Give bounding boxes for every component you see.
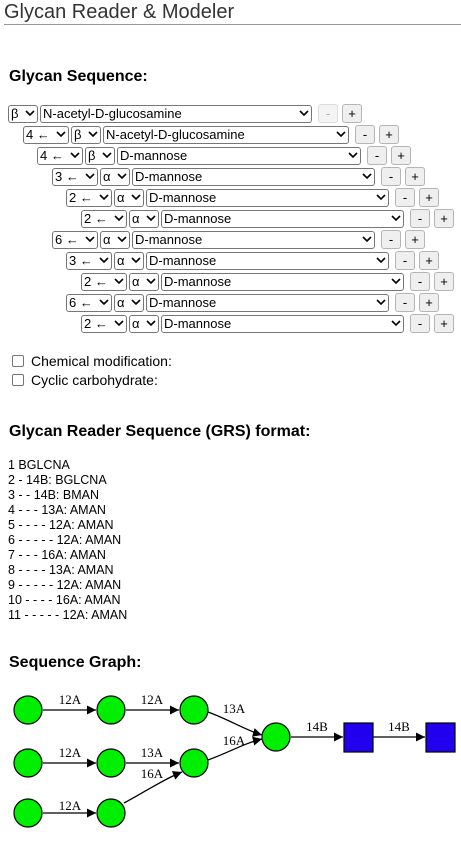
linkage-select[interactable]: 2 ← xyxy=(81,210,127,228)
add-residue-button[interactable]: + xyxy=(405,167,425,186)
add-residue-button[interactable]: + xyxy=(419,251,439,270)
grs-line: 6 - - - - - 12A: AMAN xyxy=(8,533,122,547)
remove-residue-button[interactable]: - xyxy=(381,167,401,186)
chevron-down-icon xyxy=(131,299,141,306)
residue-select[interactable]: D-mannose xyxy=(146,189,389,207)
edge-label: 16A xyxy=(222,733,246,748)
chevron-down-icon xyxy=(376,299,386,306)
residue-select[interactable]: D-mannose xyxy=(161,273,404,291)
chemical-modification-checkbox[interactable] xyxy=(12,355,24,367)
sequence-row xyxy=(8,104,362,123)
mannose-node xyxy=(14,749,42,777)
anomer-select[interactable]: α xyxy=(129,273,159,291)
add-residue-button[interactable]: + xyxy=(419,188,439,207)
cyclic-carbohydrate-checkbox[interactable] xyxy=(12,374,24,386)
linkage-select[interactable]: 6 ← xyxy=(66,294,112,312)
chevron-down-icon xyxy=(25,110,35,117)
grs-line: 9 - - - - - 12A: AMAN xyxy=(8,578,122,592)
chevron-down-icon xyxy=(99,257,109,264)
remove-residue-button[interactable]: - xyxy=(410,314,430,333)
edge-label: 12A xyxy=(58,745,82,760)
anomer-select[interactable]: β xyxy=(8,105,38,123)
edge-label: 13A xyxy=(222,701,246,716)
residue-select[interactable]: D-mannose xyxy=(117,147,361,165)
chevron-down-icon xyxy=(391,278,401,285)
remove-residue-button[interactable]: - xyxy=(410,272,430,291)
sequence-row xyxy=(66,188,439,207)
add-residue-button[interactable]: + xyxy=(405,230,425,249)
grs-line: 4 - - - 13A: AMAN xyxy=(8,503,106,517)
residue-select[interactable]: D-mannose xyxy=(161,315,404,333)
mannose-node xyxy=(180,749,208,777)
anomer-select[interactable]: α xyxy=(100,168,130,186)
add-residue-button[interactable]: + xyxy=(434,209,454,228)
add-residue-button[interactable]: + xyxy=(419,293,439,312)
linkage-select[interactable]: 4 ← xyxy=(37,147,83,165)
linkage-select[interactable]: 3 ← xyxy=(52,168,98,186)
chevron-down-icon xyxy=(146,215,156,222)
anomer-select[interactable]: α xyxy=(129,315,159,333)
anomer-select[interactable]: α xyxy=(114,189,144,207)
sequence-row xyxy=(52,230,425,249)
chevron-down-icon xyxy=(117,173,127,180)
linkage-select[interactable]: 4 ← xyxy=(23,126,69,144)
mannose-node xyxy=(97,749,125,777)
linkage-select[interactable]: 2 ← xyxy=(66,189,112,207)
residue-select[interactable]: D-mannose xyxy=(161,210,404,228)
remove-residue-button[interactable]: - xyxy=(355,125,375,144)
chevron-down-icon xyxy=(376,257,386,264)
glycan-sequence-heading: Glycan Sequence: xyxy=(9,68,148,85)
cyclic-carbohydrate-option[interactable] xyxy=(12,372,158,388)
mannose-node xyxy=(97,799,125,827)
remove-residue-button[interactable]: - xyxy=(395,293,415,312)
glcnac-node xyxy=(344,723,373,752)
chevron-down-icon xyxy=(70,152,80,159)
residue-select[interactable]: D-mannose xyxy=(146,294,389,312)
add-residue-button[interactable]: + xyxy=(342,104,362,123)
anomer-select[interactable]: α xyxy=(100,231,130,249)
chevron-down-icon xyxy=(391,215,401,222)
mannose-node xyxy=(14,696,42,724)
sequence-row xyxy=(52,167,425,186)
cyclic-carbohydrate-label: Cyclic carbohydrate: xyxy=(31,372,158,388)
residue-select[interactable]: D-mannose xyxy=(132,231,375,249)
mannose-node xyxy=(262,723,290,751)
grs-line: 3 - - 14B: BMAN xyxy=(8,488,99,502)
grs-line: 11 - - - - - 12A: AMAN xyxy=(8,608,128,622)
sequence-row xyxy=(37,146,411,165)
chevron-down-icon xyxy=(146,278,156,285)
chevron-down-icon xyxy=(117,236,127,243)
chevron-down-icon xyxy=(99,299,109,306)
add-residue-button[interactable]: + xyxy=(434,272,454,291)
chevron-down-icon xyxy=(348,152,358,159)
edge-label: 14B xyxy=(388,719,410,734)
anomer-select[interactable]: α xyxy=(114,252,144,270)
add-residue-button[interactable]: + xyxy=(434,314,454,333)
add-residue-button[interactable]: + xyxy=(391,146,411,165)
sequence-graph-heading: Sequence Graph: xyxy=(9,654,142,671)
linkage-select[interactable]: 2 ← xyxy=(81,315,127,333)
chevron-down-icon xyxy=(114,320,124,327)
remove-residue-button[interactable]: - xyxy=(381,230,401,249)
chevron-down-icon xyxy=(88,131,98,138)
chevron-down-icon xyxy=(102,152,112,159)
chevron-down-icon xyxy=(362,236,372,243)
edge-label: 13A xyxy=(140,745,164,760)
chevron-down-icon xyxy=(131,257,141,264)
residue-select[interactable]: N-acetyl-D-glucosamine xyxy=(103,126,349,144)
page-title: Glycan Reader & Modeler xyxy=(4,1,235,23)
remove-residue-button[interactable]: - xyxy=(367,146,387,165)
chevron-down-icon xyxy=(114,278,124,285)
anomer-select[interactable]: β xyxy=(71,126,101,144)
sequence-row xyxy=(66,251,439,270)
remove-residue-button[interactable]: - xyxy=(395,251,415,270)
mannose-node xyxy=(180,696,208,724)
chevron-down-icon xyxy=(99,194,109,201)
edge-label: 16A xyxy=(140,766,164,781)
chevron-down-icon xyxy=(376,194,386,201)
glcnac-node xyxy=(426,723,455,752)
chemical-modification-label: Chemical modification: xyxy=(31,353,172,369)
remove-residue-button[interactable]: - xyxy=(410,209,430,228)
residue-select[interactable]: N-acetyl-D-glucosamine xyxy=(40,105,312,123)
grs-line: 10 - - - - 16A: AMAN xyxy=(8,593,121,607)
sequence-row xyxy=(23,125,399,144)
sequence-graph xyxy=(0,680,461,840)
linkage-select[interactable]: 3 ← xyxy=(66,252,112,270)
linkage-select[interactable]: 2 ← xyxy=(81,273,127,291)
residue-select[interactable]: D-mannose xyxy=(132,168,375,186)
chevron-down-icon xyxy=(362,173,372,180)
chevron-down-icon xyxy=(299,110,309,117)
grs-line: 2 - 14B: BGLCNA xyxy=(8,473,107,487)
mannose-node xyxy=(97,696,125,724)
grs-heading: Glycan Reader Sequence (GRS) format: xyxy=(9,423,311,440)
anomer-select[interactable]: α xyxy=(114,294,144,312)
anomer-select[interactable]: β xyxy=(85,147,115,165)
grs-line: 7 - - - 16A: AMAN xyxy=(8,548,106,562)
anomer-select[interactable]: α xyxy=(129,210,159,228)
residue-select[interactable]: D-mannose xyxy=(146,252,389,270)
remove-residue-button[interactable]: - xyxy=(395,188,415,207)
edge-label: 12A xyxy=(140,692,164,707)
chevron-down-icon xyxy=(85,173,95,180)
add-residue-button[interactable]: + xyxy=(379,125,399,144)
edge-label: 12A xyxy=(58,798,82,813)
edge-label: 12A xyxy=(58,692,82,707)
title-divider xyxy=(4,24,461,25)
sequence-row xyxy=(81,209,454,228)
sequence-row xyxy=(81,314,454,333)
chevron-down-icon xyxy=(85,236,95,243)
grs-line: 1 BGLCNA xyxy=(8,458,70,472)
remove-residue-button[interactable]: - xyxy=(318,104,338,123)
chevron-down-icon xyxy=(114,215,124,222)
chemical-modification-option[interactable] xyxy=(12,353,172,369)
sequence-row xyxy=(81,272,454,291)
grs-line: 5 - - - - 12A: AMAN xyxy=(8,518,114,532)
grs-line: 8 - - - - 13A: AMAN xyxy=(8,563,114,577)
sequence-row xyxy=(66,293,439,312)
mannose-node xyxy=(14,799,42,827)
chevron-down-icon xyxy=(391,320,401,327)
chevron-down-icon xyxy=(56,131,66,138)
linkage-select[interactable]: 6 ← xyxy=(52,231,98,249)
edge-label: 14B xyxy=(306,719,328,734)
chevron-down-icon xyxy=(336,131,346,138)
chevron-down-icon xyxy=(146,320,156,327)
chevron-down-icon xyxy=(131,194,141,201)
